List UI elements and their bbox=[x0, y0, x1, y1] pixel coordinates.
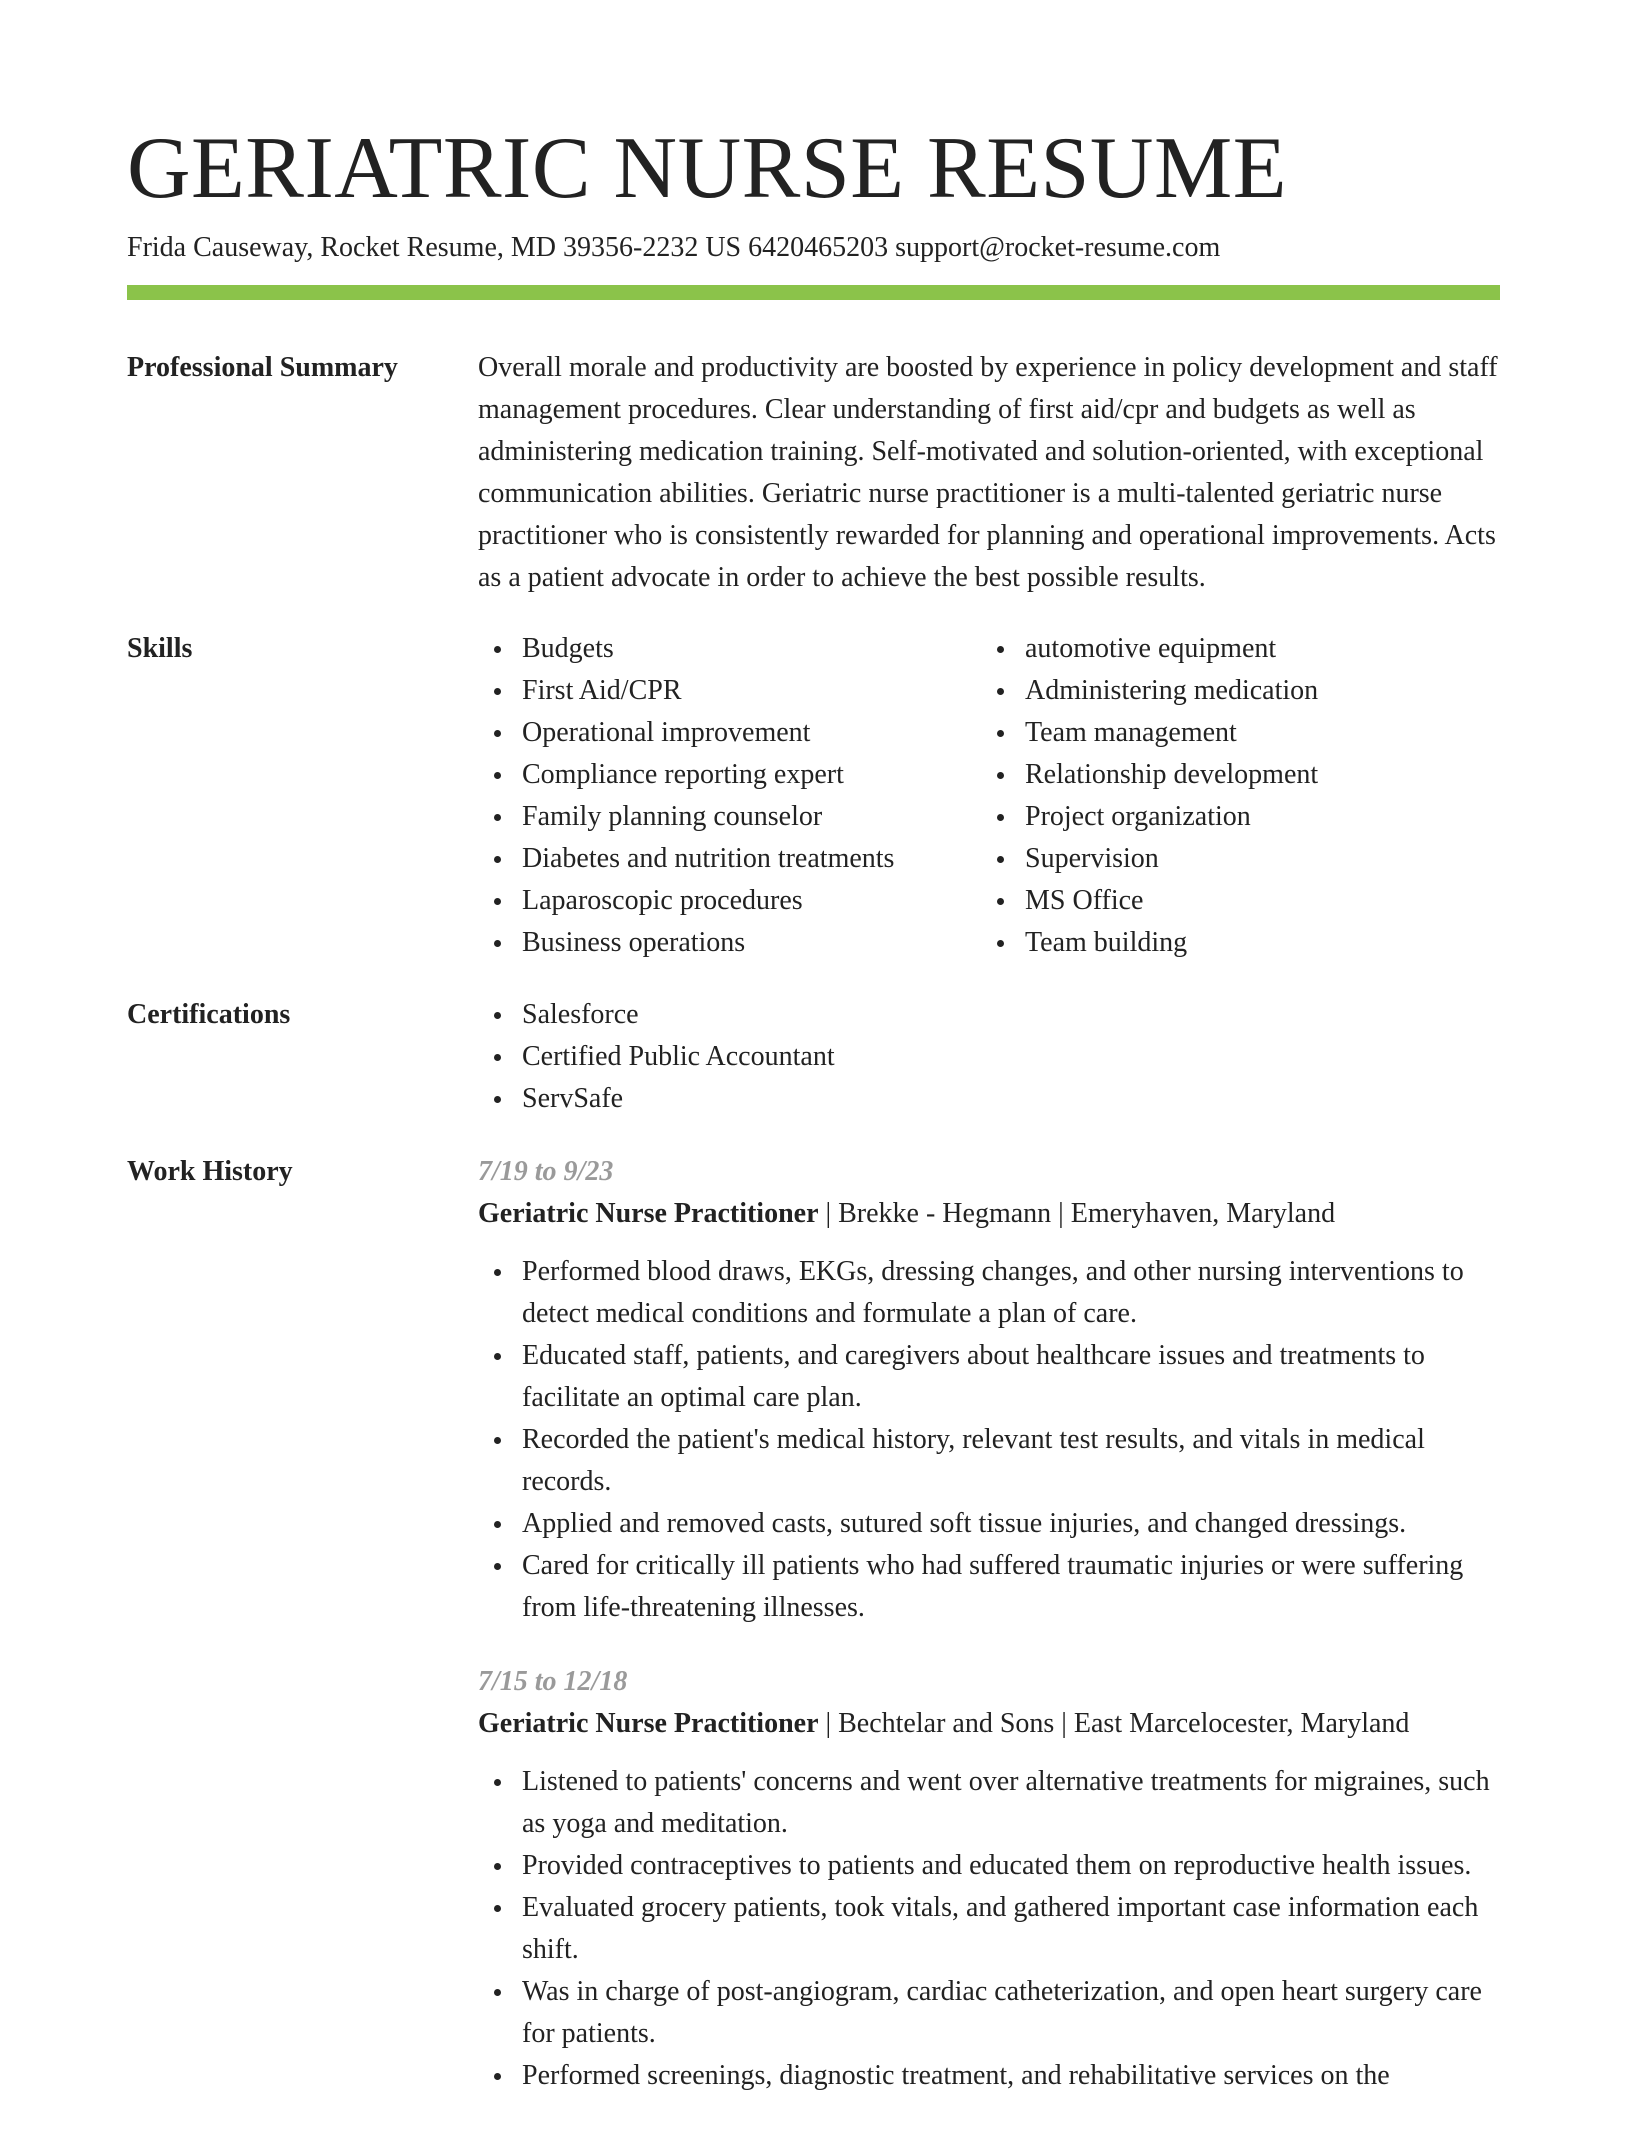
skill-item: Project organization bbox=[981, 796, 1500, 838]
job-duty: Applied and removed casts, sutured soft tissue injuries, and changed dressings. bbox=[478, 1503, 1500, 1545]
skill-item: Business operations bbox=[478, 922, 981, 964]
skill-item: Administering medication bbox=[981, 670, 1500, 712]
certifications-body bbox=[478, 994, 1500, 1120]
skills-list-left bbox=[478, 628, 981, 964]
summary-body bbox=[478, 347, 1500, 599]
contact-line: Frida Causeway, Rocket Resume, MD 39356-2232 US 6420465203 support@rocket-resume.com bbox=[127, 232, 1221, 263]
job-duty: Recorded the patient's medical history, relevant test results, and vitals in medical records. bbox=[478, 1419, 1500, 1503]
job-duty: Performed blood draws, EKGs, dressing changes, and other nursing interventions to detect medical conditions and formulate a plan of care. bbox=[478, 1251, 1500, 1335]
work-history-body bbox=[478, 1151, 1500, 2129]
skill-item: Team management bbox=[981, 712, 1500, 754]
resume-title: GERIATRIC NURSE RESUME bbox=[127, 120, 1287, 217]
job-duties bbox=[478, 1761, 1500, 2097]
header-divider bbox=[127, 285, 1500, 300]
skill-item: Family planning counselor bbox=[478, 796, 981, 838]
skills-list-right bbox=[981, 628, 1500, 964]
skill-item: MS Office bbox=[981, 880, 1500, 922]
skill-item: Budgets bbox=[478, 628, 981, 670]
job-duty: Listened to patients' concerns and went over alternative treatments for migraines, such as yoga and meditation. bbox=[478, 1761, 1500, 1845]
certifications-list bbox=[478, 994, 1500, 1120]
job-entry bbox=[478, 1151, 1500, 1629]
job-header bbox=[478, 1193, 1500, 1235]
job-details: | Brekke - Hegmann | Emeryhaven, Maryland bbox=[818, 1198, 1336, 1229]
skills-body bbox=[478, 628, 1500, 964]
job-role: Geriatric Nurse Practitioner bbox=[478, 1708, 819, 1739]
job-duties bbox=[478, 1251, 1500, 1629]
job-role: Geriatric Nurse Practitioner bbox=[478, 1198, 819, 1229]
skill-item: Supervision bbox=[981, 838, 1500, 880]
job-dates: 7/15 to 12/18 bbox=[478, 1666, 628, 1697]
job-dates: 7/19 to 9/23 bbox=[478, 1156, 614, 1187]
skills-heading: Skills bbox=[127, 633, 193, 664]
skill-item: Laparoscopic procedures bbox=[478, 880, 981, 922]
job-entry bbox=[478, 1661, 1500, 2097]
job-details: | Bechtelar and Sons | East Marcelocester, Maryland bbox=[818, 1708, 1410, 1739]
job-header bbox=[478, 1703, 1500, 1745]
skill-item: Team building bbox=[981, 922, 1500, 964]
skill-item: First Aid/CPR bbox=[478, 670, 981, 712]
job-duty: Evaluated grocery patients, took vitals, and gathered important case information each shift. bbox=[478, 1887, 1500, 1971]
certification-item: ServSafe bbox=[478, 1078, 1500, 1120]
job-duty: Was in charge of post-angiogram, cardiac catheterization, and open heart surgery care for patients. bbox=[478, 1971, 1500, 2055]
job-duty: Performed screenings, diagnostic treatment, and rehabilitative services on the bbox=[478, 2055, 1500, 2097]
summary-text: Overall morale and productivity are boosted by experience in policy development and staff management procedures. Clear understanding of first aid/cpr and budgets as well as administering medication training. Self-motivated and solution-oriented, with exceptional communication abilities. Geriatric nurse practitioner is a multi-talented geriatric nurse practitioner who is consistently rewarded for planning and operational improvements. Acts as a patient advocate in order to achieve the best possible results. bbox=[478, 352, 1498, 593]
certification-item: Salesforce bbox=[478, 994, 1500, 1036]
skill-item: Diabetes and nutrition treatments bbox=[478, 838, 981, 880]
work-history-heading: Work History bbox=[127, 1156, 293, 1187]
job-duty: Cared for critically ill patients who had suffered traumatic injuries or were suffering from life-threatening illnesses. bbox=[478, 1545, 1500, 1629]
job-duty: Educated staff, patients, and caregivers about healthcare issues and treatments to facilitate an optimal care plan. bbox=[478, 1335, 1500, 1419]
certification-item: Certified Public Accountant bbox=[478, 1036, 1500, 1078]
skill-item: Operational improvement bbox=[478, 712, 981, 754]
skill-item: Relationship development bbox=[981, 754, 1500, 796]
summary-heading: Professional Summary bbox=[127, 352, 398, 383]
job-duty: Provided contraceptives to patients and educated them on reproductive health issues. bbox=[478, 1845, 1500, 1887]
skill-item: Compliance reporting expert bbox=[478, 754, 981, 796]
certifications-heading: Certifications bbox=[127, 999, 291, 1030]
skill-item: automotive equipment bbox=[981, 628, 1500, 670]
